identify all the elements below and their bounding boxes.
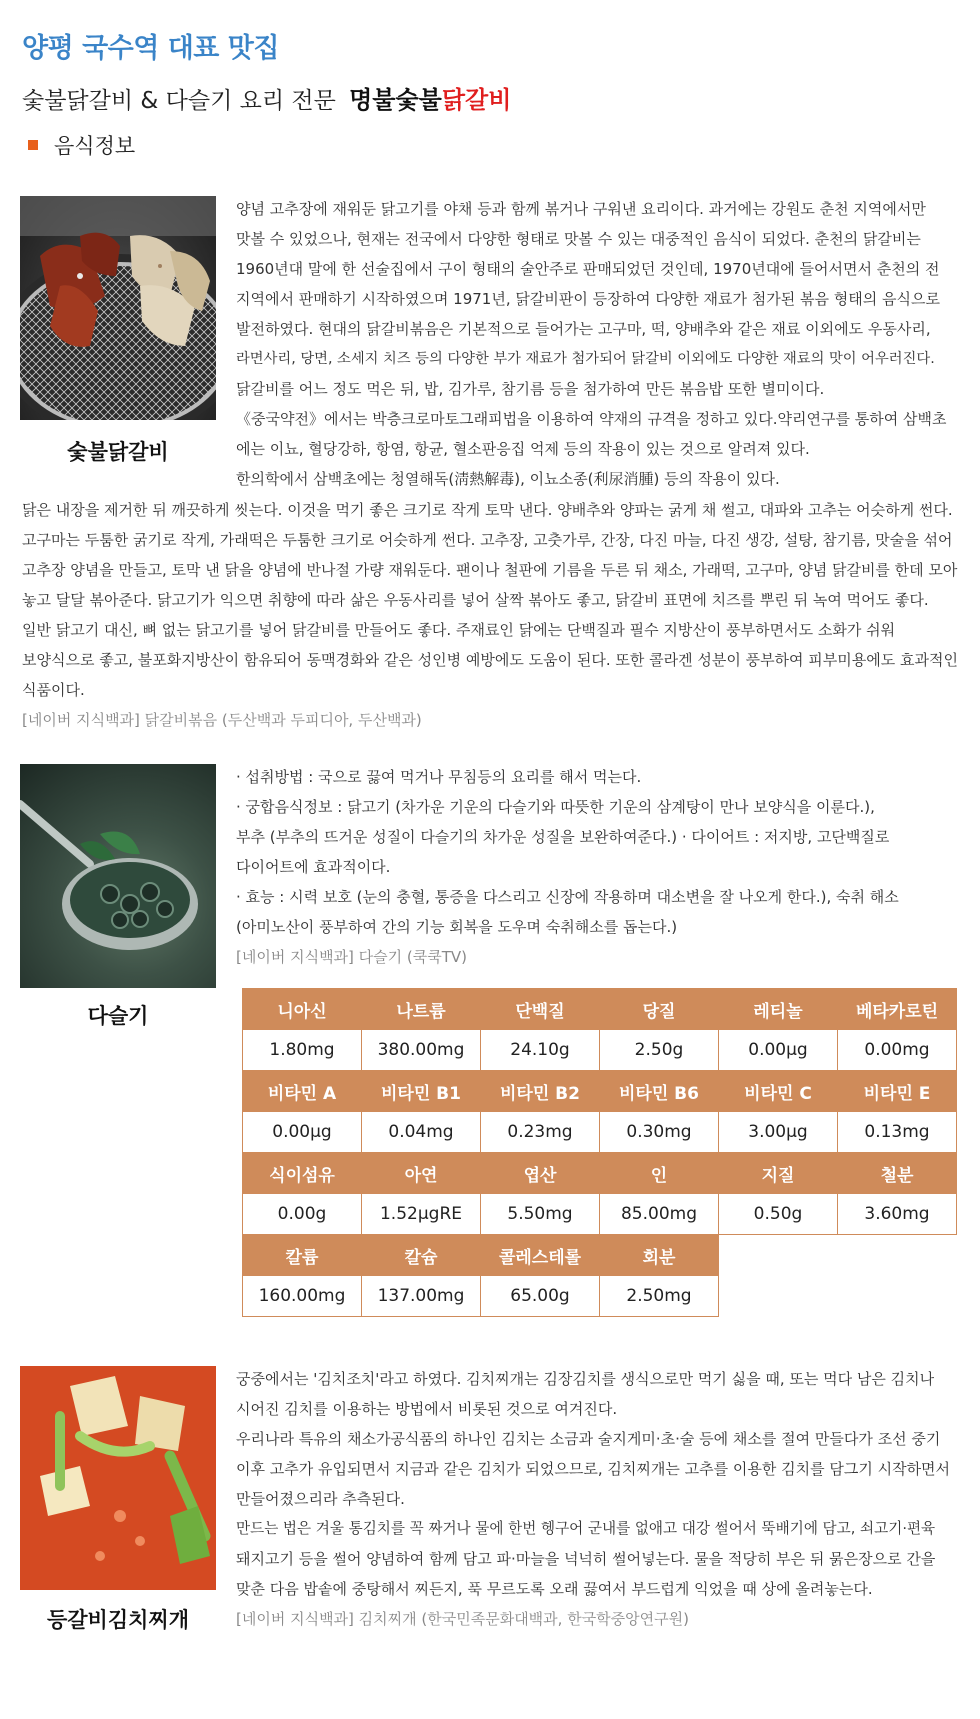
grilled-chicken-photo: [20, 196, 216, 420]
nutrient-name: 회분: [600, 1235, 719, 1276]
nutrient-value: 5.50mg: [481, 1194, 600, 1235]
nutrient-value: 0.30mg: [600, 1112, 719, 1153]
snail-spoon-illustration: [20, 764, 216, 988]
nutrition-table: [242, 988, 957, 1317]
kimchi-stew-description: [236, 1364, 976, 1634]
text-line: · 섭취방법 : 국으로 끓여 먹거나 무침등의 요리를 해서 먹는다.: [236, 768, 642, 786]
text-line: 에는 이뇨, 혈당강하, 항염, 항균, 혈소판응집 억제 등의 작용이 있는 것으로 알려져 있다.: [236, 440, 810, 458]
nutrient-value: 380.00mg: [362, 1030, 481, 1071]
nutrient-name: 비타민 B2: [481, 1071, 600, 1112]
kimchi-stew-illustration: [20, 1366, 216, 1590]
nutrient-value: 3.00μg: [719, 1112, 838, 1153]
nutrient-name: 니아신: [243, 989, 362, 1030]
square-bullet-icon: [28, 140, 38, 150]
text-line: 우리나라 특유의 채소가공식품의 하나인 김치는 소금과 술지게미·초·술 등에 채소를 절여 만들다가 조선 중기: [236, 1430, 941, 1448]
nutrition-header-row: [243, 1071, 957, 1112]
marsh-snail-description: [236, 762, 976, 972]
text-line: 놓고 달달 볶아준다. 닭고기가 익으면 취향에 따라 삶은 우동사리를 넣어 살짝 볶아도 좋고, 닭갈비 표면에 치즈를 뿌린 뒤 녹여 먹어도 좋다.: [22, 591, 929, 609]
nutrient-value: 0.13mg: [838, 1112, 957, 1153]
nutrient-value: 0.00g: [243, 1194, 362, 1235]
source-citation: [네이버 지식백과] 다슬기 (쿡쿡TV): [236, 948, 468, 966]
text-line: 《중국약전》에서는 박층크로마토그래피법을 이용하여 약재의 규격을 정하고 있다.약리연구를 통하여 삼백초: [236, 410, 947, 428]
nutrient-name: 인: [600, 1153, 719, 1194]
text-line: 닭은 내장을 제거한 뒤 깨끗하게 씻는다. 이것을 먹기 좋은 크기로 작게 토막 낸다. 양배추와 양파는 굵게 채 썰고, 대파와 고추는 어슷하게 썬다.: [22, 501, 953, 519]
nutrient-value: 2.50g: [600, 1030, 719, 1071]
nutrient-name: 철분: [838, 1153, 957, 1194]
text-line: · 궁합음식정보 : 닭고기 (차가운 기운의 다슬기와 따뜻한 기운의 삼계탕이 만나 보양식을 이룬다.),: [236, 798, 875, 816]
nutrient-value: 0.50g: [719, 1194, 838, 1235]
section-heading: [28, 130, 135, 160]
nutrient-value: 0.00μg: [719, 1030, 838, 1071]
kimchi-stew-photo: [20, 1366, 216, 1590]
text-line: 발전하였다. 현대의 닭갈비볶음은 기본적으로 들어가는 고구마, 떡, 양배추와 같은 재료 이외에도 우동사리,: [236, 320, 931, 338]
nutrient-value: 85.00mg: [600, 1194, 719, 1235]
empty-cell: [838, 1235, 957, 1276]
nutrient-value: 0.00mg: [838, 1030, 957, 1071]
nutrient-value: 24.10g: [481, 1030, 600, 1071]
marsh-snail-photo: [20, 764, 216, 988]
brand-logo-dark: 명불숯불: [349, 85, 442, 114]
nutrition-value-row: [243, 1030, 957, 1071]
nutrient-name: 비타민 B1: [362, 1071, 481, 1112]
dish-caption-marsh-snail: 다슬기: [87, 1004, 149, 1028]
grilled-chicken-description: [236, 194, 976, 494]
nutrient-value: 1.52μgRE: [362, 1194, 481, 1235]
text-line: 만드는 법은 겨울 통김치를 꼭 짜거나 물에 한번 헹구어 군내를 없애고 대강 썰어서 뚝배기에 담고, 쇠고기·편육: [236, 1520, 936, 1537]
text-line: 이후 고추가 유입되면서 지금과 같은 김치가 되었으므로, 김치찌개는 고추를 이용한 김치를 담그기 시작하면서: [236, 1460, 951, 1478]
text-line: 만들어졌으리라 추측된다.: [236, 1490, 405, 1508]
nutrient-name: 비타민 C: [719, 1071, 838, 1112]
nutrition-value-row: [243, 1112, 957, 1153]
nutrition-value-row: [243, 1276, 957, 1317]
nutrition-header-row: [243, 1235, 957, 1276]
nutrition-value-row: [243, 1194, 957, 1235]
nutrient-value: 0.23mg: [481, 1112, 600, 1153]
nutrient-name: 나트륨: [362, 989, 481, 1030]
empty-cell: [719, 1235, 838, 1276]
nutrition-header-row: [243, 1153, 957, 1194]
nutrient-name: 아연: [362, 1153, 481, 1194]
source-citation: [네이버 지식백과] 닭갈비볶음 (두산백과 두피디아, 두산백과): [22, 711, 422, 729]
nutrient-name: 콜레스테롤: [481, 1235, 600, 1276]
nutrient-value: 3.60mg: [838, 1194, 957, 1235]
text-line: 고구마는 두툼한 굵기로 작게, 가래떡은 두툼한 크기로 어슷하게 썬다. 고추장, 고춧가루, 간장, 다진 마늘, 다진 생강, 설탕, 참기름, 맛술을 섞어: [22, 531, 953, 549]
brand-logo-red: 닭갈비: [441, 85, 512, 114]
nutrient-name: 비타민 E: [838, 1071, 957, 1112]
text-line: 궁중에서는 '김치조치'라고 하였다. 김치찌개는 김장김치를 생식으로만 먹기 싫을 때, 또는 먹다 남은 김치나: [236, 1370, 935, 1388]
page-subtitle: [22, 80, 511, 115]
text-line: 식품이다.: [22, 681, 85, 699]
text-line: 양념 고추장에 재워둔 닭고기를 야채 등과 함께 볶거나 구워낸 요리이다. 과거에는 강원도 춘천 지역에서만: [236, 200, 926, 218]
empty-cell: [838, 1276, 957, 1317]
page-headline: 양평 국수역 대표 맛집: [22, 33, 279, 64]
text-line: 라면사리, 당면, 소세지 치즈 등의 다양한 부가 재료가 첨가되어 닭갈비 이외에도 다양한 재료의 맛이 어우러진다.: [236, 351, 935, 367]
section-heading-label: 음식정보: [54, 134, 136, 158]
dish-caption-grilled-chicken: 숯불닭갈비: [67, 440, 169, 464]
text-line: 닭갈비를 어느 정도 먹은 뒤, 밥, 김가루, 참기름 등을 첨가하여 만든 볶음밥 또한 별미이다.: [236, 380, 825, 398]
nutrient-name: 단백질: [481, 989, 600, 1030]
text-line: 지역에서 판매하기 시작하였으며 1971년, 닭갈비판이 등장하여 다양한 재료가 첨가된 볶음 형태의 음식으로: [236, 290, 940, 308]
nutrient-name: 레티놀: [719, 989, 838, 1030]
text-line: 1960년대 말에 한 선술집에서 구이 형태의 술안주로 판매되었던 것인데, 1970년대에 들어서면서 춘천의 전: [236, 260, 940, 278]
nutrient-name: 칼륨: [243, 1235, 362, 1276]
text-line: 일반 닭고기 대신, 뼈 없는 닭고기를 넣어 닭갈비를 만들어도 좋다. 주재료인 닭에는 단백질과 필수 지방산이 풍부하면서도 소화가 쉬워: [22, 621, 896, 639]
text-line: 맞춘 다음 밥솥에 중탕해서 찌든지, 푹 무르도록 오래 끓여서 부드럽게 익었을 때 상에 올려놓는다.: [236, 1580, 873, 1598]
nutrient-name: 칼슘: [362, 1235, 481, 1276]
nutrient-value: 1.80mg: [243, 1030, 362, 1071]
text-line: 한의학에서 삼백초에는 청열해독(淸熱解毒), 이뇨소종(利尿消腫) 등의 작용이 있다.: [236, 470, 780, 488]
brand-logo: [349, 85, 511, 114]
text-line: 맛볼 수 있었으나, 현재는 전국에서 다양한 형태로 맛볼 수 있는 대중적인 음식이 되었다. 춘천의 닭갈비는: [236, 230, 921, 248]
text-line: 다이어트에 효과적이다.: [236, 858, 391, 876]
text-line: 고추장 양념을 만들고, 토막 낸 닭을 양념에 반나절 가량 재워둔다. 팬이나 철판에 기름을 두른 뒤 채소, 가래떡, 고구마, 양념 닭갈비를 한데 모아: [22, 561, 958, 579]
nutrient-value: 65.00g: [481, 1276, 600, 1317]
empty-cell: [719, 1276, 838, 1317]
nutrient-value: 2.50mg: [600, 1276, 719, 1317]
grill-illustration: [20, 196, 216, 420]
text-line: · 효능 : 시력 보호 (눈의 충혈, 통증을 다스리고 신장에 작용하며 대소변을 잘 나오게 한다.), 숙취 해소: [236, 888, 899, 906]
text-line: 보양식으로 좋고, 불포화지방산이 함유되어 동맥경화와 같은 성인병 예방에도 도움이 된다. 또한 콜라겐 성분이 풍부하여 피부미용에도 효과적인: [22, 651, 958, 669]
nutrition-header-row: [243, 989, 957, 1030]
nutrient-name: 식이섬유: [243, 1153, 362, 1194]
nutrient-value: 137.00mg: [362, 1276, 481, 1317]
dish-caption-kimchi-stew: 등갈비김치찌개: [46, 1608, 189, 1632]
nutrient-value: 160.00mg: [243, 1276, 362, 1317]
text-line: (아미노산이 풍부하여 간의 기능 회복을 도우며 숙취해소를 돕는다.): [236, 918, 678, 936]
text-line: 시어진 김치를 이용하는 방법에서 비롯된 것으로 여겨진다.: [236, 1400, 618, 1418]
nutrient-name: 지질: [719, 1153, 838, 1194]
nutrient-name: 비타민 B6: [600, 1071, 719, 1112]
nutrient-name: 당질: [600, 989, 719, 1030]
nutrient-value: 0.04mg: [362, 1112, 481, 1153]
nutrient-name: 베타카로틴: [838, 989, 957, 1030]
subtitle-text: 숯불닭갈비 & 다슬기 요리 전문: [22, 88, 336, 114]
nutrient-name: 엽산: [481, 1153, 600, 1194]
source-citation: [네이버 지식백과] 김치찌개 (한국민족문화대백과, 한국학중앙연구원): [236, 1610, 689, 1628]
nutrient-value: 0.00μg: [243, 1112, 362, 1153]
text-line: 돼지고기 등을 썰어 양념하여 함께 담고 파·마늘을 넉넉히 썰어넣는다. 물을 적당히 부은 뒤 묽은장으로 간을: [236, 1550, 936, 1568]
text-line: 부추 (부추의 뜨거운 성질이 다슬기의 차가운 성질을 보완하여준다.) · 다이어트 : 저지방, 고단백질로: [236, 828, 890, 846]
grilled-chicken-recipe: [22, 495, 974, 735]
nutrient-name: 비타민 A: [243, 1071, 362, 1112]
